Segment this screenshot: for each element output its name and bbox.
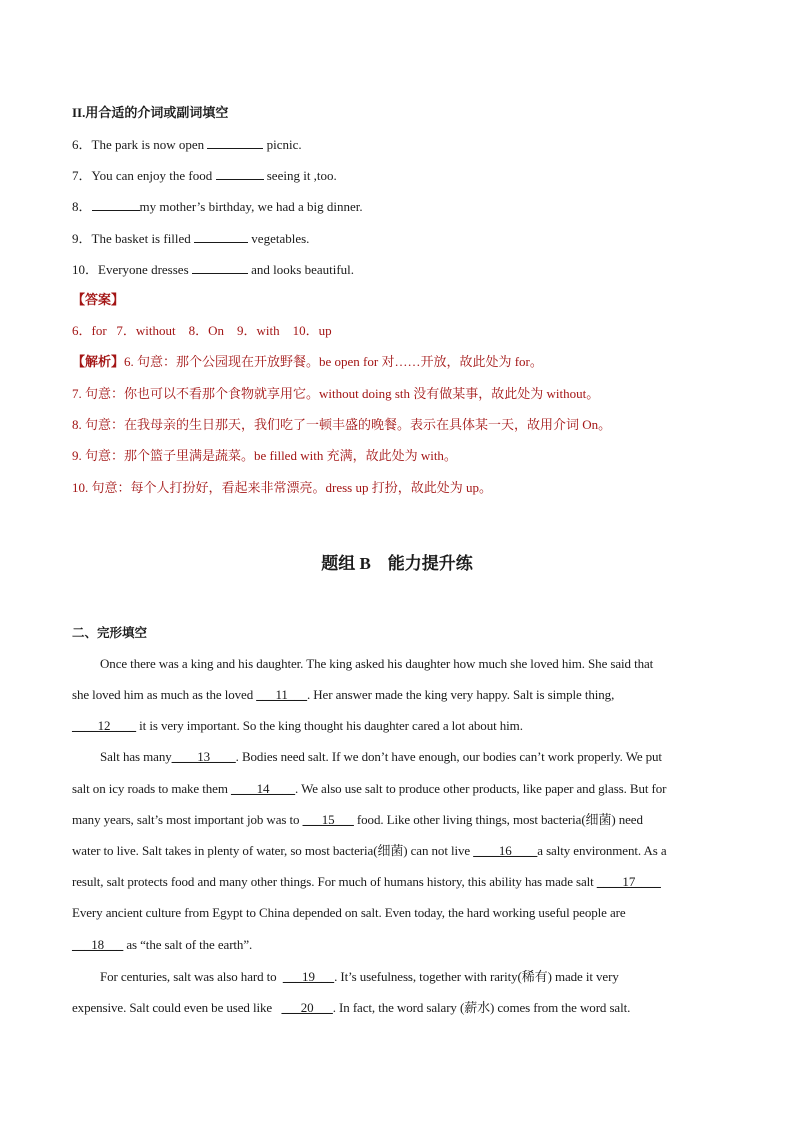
cloze-blank-14: ____14____ [231, 781, 296, 796]
question-7 [72, 166, 337, 185]
text: . In fact, the word salary (薪水) comes from the word salt. [332, 1000, 631, 1015]
question-10 [72, 260, 354, 279]
text: it is very important. So the king thought his daughter cared a lot about him. [136, 718, 523, 733]
cloze-p1-line3 [72, 717, 523, 735]
text: as “the salt of the earth”. [123, 937, 253, 952]
question-text-post: picnic. [263, 137, 302, 152]
cloze-blank-15: ___15___ [302, 812, 354, 827]
cloze-p1-line1: Once there was a king and his daughter. The king asked his daughter how much she loved him. She said that [100, 656, 654, 671]
text: . We also use salt to produce other products, like paper and glass. But for [295, 781, 667, 796]
cloze-p2-line7 [72, 936, 252, 954]
question-text-pre: Everyone dresses [98, 262, 192, 277]
question-number: 9． [72, 231, 92, 246]
text: salt on icy roads to make them [72, 781, 232, 796]
question-text-post: my mother’s birthday, we had a big dinner. [139, 199, 363, 214]
text: For centuries, salt was also hard to [100, 969, 283, 984]
question-text-post: and looks beautiful. [247, 262, 355, 277]
analysis-line-9: 9. 句意：那个篮子里满是蔬菜。be filled with 充满，故此处为 with。 [72, 448, 457, 463]
question-9 [72, 229, 309, 248]
answer-blank [194, 229, 248, 243]
question-number: 7． [72, 168, 92, 183]
analysis-line-10: 10. 句意：每个人打扮好，看起来非常漂亮。dress up 打扮，故此处为 up。 [72, 480, 492, 495]
cloze-blank-16: ____16____ [473, 843, 538, 858]
text: a salty environment. As a [537, 843, 667, 858]
question-number: 10． [72, 262, 99, 277]
text: she loved him as much as the loved [72, 687, 257, 702]
question-number: 8． [72, 199, 92, 214]
cloze-p2-line1 [100, 748, 662, 766]
text: water to live. Salt takes in plenty of water, so most bacteria(细菌) can not live [72, 843, 474, 858]
group-title: 题组 B 能力提升练 [321, 554, 473, 573]
cloze-blank-18: ___18___ [72, 937, 124, 952]
cloze-p1-line2 [72, 686, 614, 704]
question-text-post: seeing it ,too. [263, 168, 337, 183]
cloze-p2-line2 [72, 780, 666, 798]
text: . Bodies need salt. If we don’t have enough, our bodies can’t work properly. We put [235, 749, 662, 764]
text: expensive. Salt could even be used like [72, 1000, 282, 1015]
cloze-p2-line5 [72, 873, 661, 891]
cloze-p2-line3 [72, 811, 643, 829]
question-text-post: vegetables. [248, 231, 310, 246]
cloze-heading: 二、完形填空 [72, 626, 148, 640]
answer-blank [192, 260, 248, 274]
cloze-blank-20: ___20___ [281, 1000, 333, 1015]
question-number: 6． [72, 137, 92, 152]
question-6 [72, 135, 302, 154]
question-text-pre: The basket is filled [91, 231, 195, 246]
text: result, salt protects food and many other things. For much of humans history, this ability has made salt [72, 874, 597, 889]
cloze-blank-19: ___19___ [282, 969, 335, 984]
analysis-line-6 [72, 353, 543, 371]
cloze-p2-line6: Every ancient culture from Egypt to China depended on salt. Even today, the hard working useful people are [72, 905, 626, 920]
section-heading: II.用合适的介词或副词填空 [72, 105, 229, 120]
text: . It’s usefulness, together with rarity(稀有) made it very [334, 969, 619, 984]
answer-blank [207, 135, 263, 149]
cloze-p3-line2 [72, 999, 630, 1017]
text: food. Like other living things, most bacteria(细菌) need [353, 812, 643, 827]
analysis-line-8: 8. 句意：在我母亲的生日那天，我们吃了一顿丰盛的晚餐。表示在具体某一天，故用介词 On。 [72, 417, 612, 432]
text: Salt has many [100, 749, 172, 764]
cloze-p2-line4 [72, 842, 667, 860]
text: many years, salt’s most important job was to [72, 812, 303, 827]
cloze-blank-12: ____12____ [72, 718, 137, 733]
cloze-blank-13: ____13____ [171, 749, 236, 764]
answer-blank [216, 166, 264, 180]
analysis-line-7: 7. 句意：你也可以不看那个食物就享用它。without doing sth 没有做某事，故此处为 without。 [72, 386, 600, 401]
text: . Her answer made the king very happy. Salt is simple thing, [306, 687, 615, 702]
question-8 [72, 197, 363, 216]
cloze-blank-11: ___11___ [256, 687, 307, 702]
answer-label: 【答案】 [72, 292, 125, 307]
cloze-p3-line1 [100, 968, 619, 986]
analysis-text: 6. 句意：那个公园现在开放野餐。be open for 对……开放，故此处为 for。 [124, 354, 543, 369]
analysis-label: 【解析】 [72, 354, 125, 369]
question-text-pre: The park is now open [91, 137, 208, 152]
question-text-pre: You can enjoy the food [91, 168, 216, 183]
answer-blank [92, 197, 140, 211]
answer-key: 6．for 7．without 8．On 9．with 10．up [72, 323, 332, 338]
cloze-blank-17: ____17____ [596, 874, 661, 889]
